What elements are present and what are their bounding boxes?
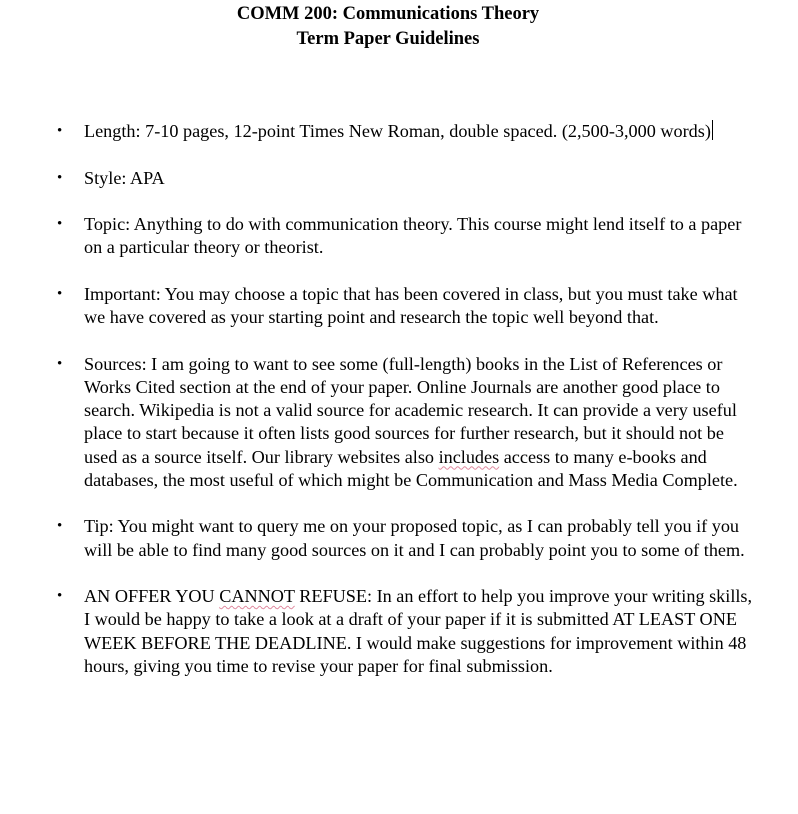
- list-item-text: Topic: Anything to do with communication theory. This course might lend itself to a paper on a particular theory or theorist.: [84, 214, 742, 258]
- bullet-icon: •: [57, 123, 63, 139]
- bullet-icon: •: [57, 518, 63, 535]
- guidelines-list: [0, 120, 798, 701]
- text-cursor: [712, 120, 713, 140]
- spellcheck-flagged-word[interactable]: includes: [438, 446, 500, 467]
- list-item-text: Important: You may choose a topic that has been covered in class, but you must take what we have covered as your starting point and research the topic well beyond that.: [84, 283, 738, 328]
- list-item-important[interactable]: [0, 283, 798, 329]
- list-item-topic[interactable]: [0, 213, 798, 259]
- list-item-text-continued: REFUSE: In an effort to help you improve your writing skills, I would be happy to take a look at a draft of your paper if it is submitted AT LEAST ONE WEEK BEFORE THE DEADLINE. I would make suggestions for improvement within 48 hours, giving you time to revise your paper for final submission.: [84, 586, 753, 676]
- bullet-icon: •: [57, 169, 63, 186]
- list-item-offer[interactable]: [0, 585, 798, 678]
- list-item-length[interactable]: [0, 120, 798, 143]
- list-item-text: Length: 7-10 pages, 12-point Times New Roman, double spaced. (2,500-3,000 words): [84, 121, 711, 141]
- bullet-icon: •: [57, 588, 63, 605]
- bullet-icon: •: [57, 355, 63, 372]
- bullet-icon: •: [57, 216, 63, 233]
- course-title: COMM 200: Communications Theory: [236, 4, 540, 24]
- list-item-text: Style: APA: [84, 167, 165, 188]
- list-item-sources[interactable]: [0, 353, 798, 492]
- list-item-tip[interactable]: [0, 515, 798, 561]
- bullet-icon: •: [57, 285, 63, 302]
- list-item-text-continued: access to many e-books and databases, the most useful of which might be Communication and Mass Media Complete.: [84, 446, 738, 490]
- document-title: Term Paper Guidelines: [296, 29, 480, 49]
- list-item-text: Sources: I am going to want to see some (full-length) books in the List of References or Works Cited section at the end of your paper. Online Journals are another good place to search. Wikipedia is not a valid source for academic research. It can provide a very useful place to start because it often lists good sources for further research, but it should not be used as a source itself. Our library websites also: [84, 353, 737, 467]
- list-item-text: Tip: You might want to query me on your proposed topic, as I can probably tell you if you will be able to find many good sources on it and I can probably point you to some of them.: [84, 516, 745, 560]
- document-header: [0, 2, 776, 52]
- list-item-text: AN OFFER YOU: [84, 586, 220, 607]
- spellcheck-flagged-word[interactable]: CANNOT: [219, 586, 295, 607]
- list-item-style[interactable]: [0, 167, 798, 190]
